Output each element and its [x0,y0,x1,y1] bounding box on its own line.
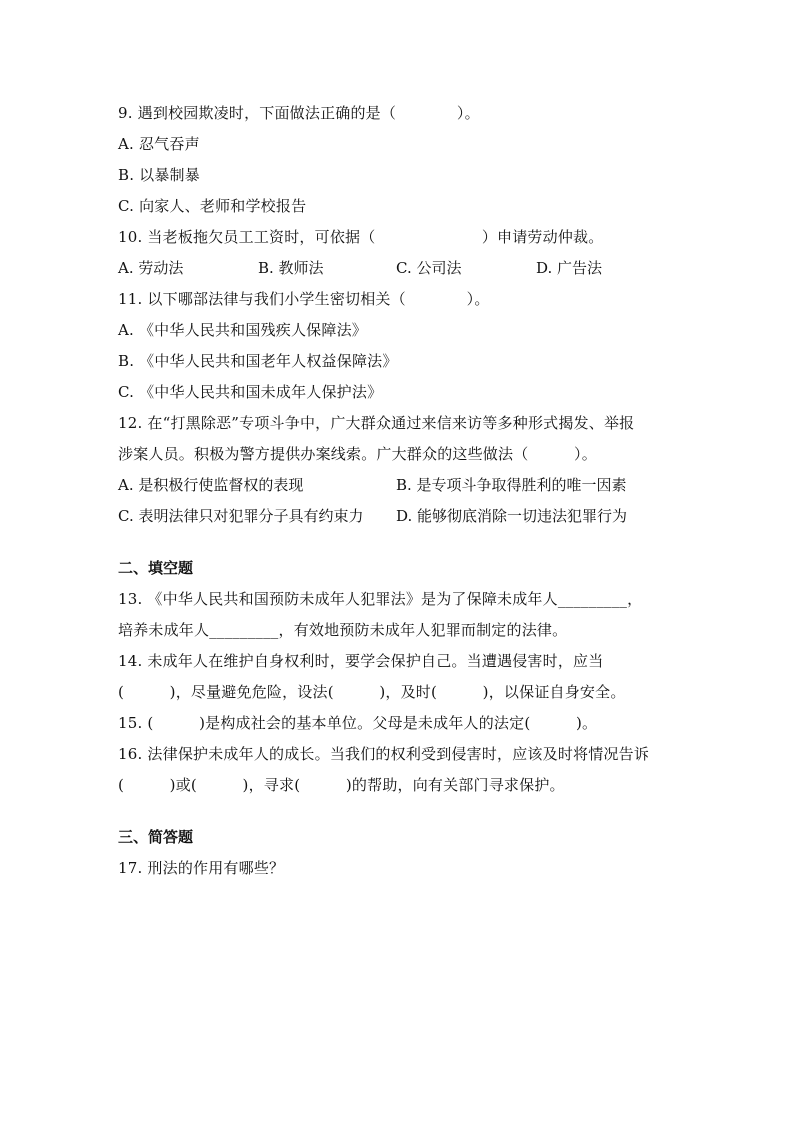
q11-option-b: B. 《中华人民共和国老年人权益保障法》 [118,352,398,370]
q12-option-b: B. 是专项斗争取得胜利的唯一因素 [396,476,627,494]
q13-line1: 13. 《中华人民共和国预防未成年人犯罪法》是为了保障未成年人_________， [118,590,643,608]
q9-stem: 9. 遇到校园欺凌时，下面做法正确的是（ ）。 [118,104,480,122]
q12-options-row1 [118,470,688,501]
q16-line1: 16. 法律保护未成年人的成长。当我们的权利受到侵害时，应该及时将情况告诉 [118,745,650,763]
q12-option-d: D. 能够彻底消除一切违法犯罪行为 [396,507,628,525]
q12-stem-line1: 12. 在“打黑除恶”专项斗争中，广大群众通过来信来访等多种形式揭发、举报 [118,414,635,432]
q16-line2: ( )或( )，寻求( )的帮助，向有关部门寻求保护。 [118,776,565,794]
q9-option-c: C. 向家人、老师和学校报告 [118,197,307,215]
q9-option-b: B. 以暴制暴 [118,166,200,184]
q11-option-c: C. 《中华人民共和国未成年人保护法》 [118,383,383,401]
q10-option-b: B. 教师法 [258,259,324,277]
q12-options-row2 [118,501,688,532]
q13-line2: 培养未成年人_________，有效地预防未成年人犯罪而制定的法律。 [118,621,568,639]
q12-option-c: C. 表明法律只对犯罪分子具有约束力 [118,507,364,525]
q14-line1: 14. 未成年人在维护自身权利时，要学会保护自己。当遭遇侵害时，应当 [118,652,604,670]
section3-heading: 三、简答题 [118,828,194,846]
q11-stem: 11. 以下哪部法律与我们小学生密切相关（ ）。 [118,290,490,308]
section2-heading: 二、填空题 [118,559,194,577]
q12-option-a: A. 是积极行使监督权的表现 [118,476,304,494]
q14-line2: ( )，尽量避免危险，设法( )，及时( )，以保证自身安全。 [118,683,626,701]
q10-option-d: D. 广告法 [536,259,603,277]
q10-options [118,253,688,284]
q11-option-a: A. 《中华人民共和国残疾人保障法》 [118,321,367,339]
q9-option-a: A. 忍气吞声 [118,135,200,153]
q10-stem: 10. 当老板拖欠员工工资时，可依据（ ）申请劳动仲裁。 [118,228,604,246]
q17: 17. 刑法的作用有哪些？ [118,859,285,877]
q10-option-a: A. 劳动法 [118,259,184,277]
q15: 15. ( )是构成社会的基本单位。父母是未成年人的法定( )。 [118,714,598,732]
q10-option-c: C. 公司法 [396,259,462,277]
exam-page [118,98,688,884]
q12-stem-line2: 涉案人员。积极为警方提供办案线索。广大群众的这些做法（ ）。 [118,445,597,463]
